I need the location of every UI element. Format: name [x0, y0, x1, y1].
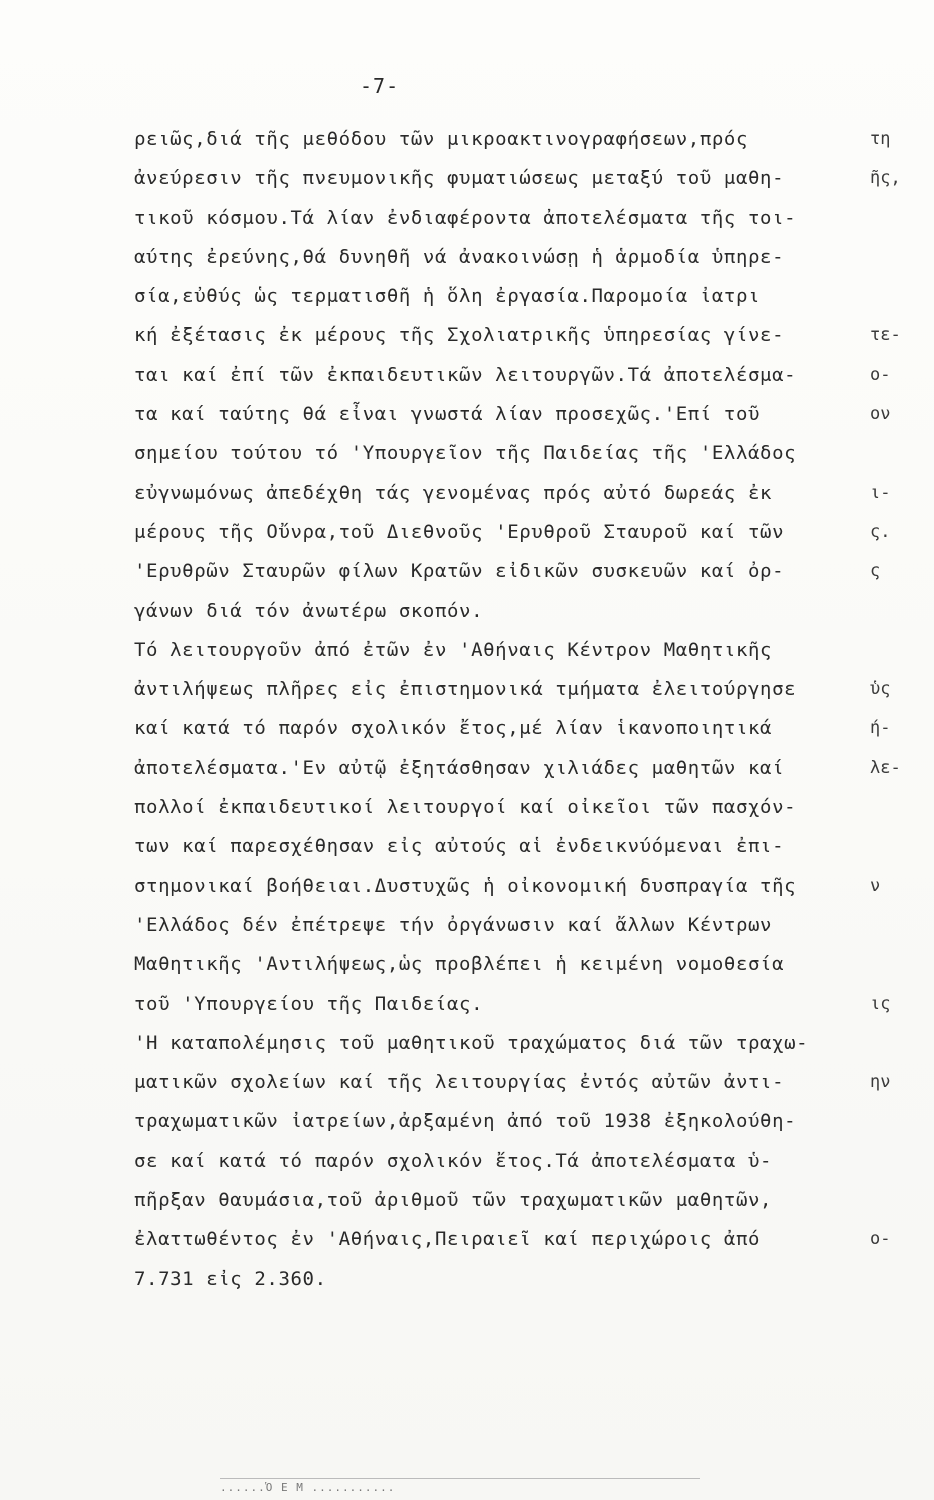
text-line: σία,εὐθύς ὡς τερματισθῆ ἡ ὅλη ἐργασία.Παρομοία ἰατρι: [134, 285, 761, 308]
text-line: ρειῶς,διά τῆς μεθόδου τῶν μικροακτινογραφήσεων,πρός: [134, 128, 748, 150]
text-line: τα καί ταύτης θά εἶναι γνωστά λίαν προσεχῶς.'Επί τοῦ: [134, 403, 761, 426]
text-line: των καί παρεσχέθησαν εἰς αὐτούς αἱ ἐνδεικνύόμεναι ἐπι-: [134, 835, 785, 858]
text-line: ἐλαττωθέντος ἐν 'Αθήναις,Πειραιεῖ καί περιχώροις ἀπό: [134, 1228, 761, 1251]
margin-fragment: ο-: [870, 364, 891, 385]
text-line: Τό λειτουργοῦν ἀπό ἐτῶν ἐν 'Αθήναις Κέντρον Μαθητικῆς: [134, 638, 773, 661]
margin-fragment: ῆς,: [870, 168, 901, 189]
text-line: σε καί κατά τό παρόν σχολικόν ἔτος.Τά ἀποτελέσματα ὑ-: [134, 1149, 773, 1172]
cut-off-margin-text: [870, 120, 934, 1299]
text-line: 7.731 εἰς 2.360.: [134, 1267, 327, 1290]
text-line: σημείου τούτου τό 'Υπουργεῖον τῆς Παιδείας τῆς 'Ελλάδος: [134, 442, 797, 465]
margin-fragment: [870, 1181, 934, 1220]
margin-fragment: ον: [870, 404, 891, 425]
margin-fragment: ι-: [870, 482, 891, 503]
text-line: τοῦ 'Υπουργείου τῆς Παιδείας.: [134, 992, 484, 1015]
text-line: αύτης ἐρεύνης,θά δυνηθῆ νά ἀνακοινώσῃ ἡ ἁρμοδία ὑπηρε-: [134, 245, 785, 268]
margin-fragment: [870, 592, 934, 631]
text-line: πολλοί ἐκπαιδευτικοί λειτουργοί καί οἰκεῖοι τῶν πασχόν-: [134, 796, 797, 819]
text-line: 'Η καταπολέμησις τοῦ μαθητικοῦ τραχώματος διά τῶν τραχω-: [134, 1031, 809, 1054]
text-line: ἀνεύρεσιν τῆς πνευμονικῆς φυματιώσεως μεταξύ τοῦ μαθη-: [134, 167, 785, 190]
text-line: τραχωματικῶν ἰατρείων,ἀρξαμένη ἀπό τοῦ 1938 ἐξηκολούθη-: [134, 1110, 797, 1133]
text-line: ματικῶν σχολείων καί τῆς λειτουργίας ἐντός αὐτῶν ἀντι-: [134, 1071, 785, 1094]
text-line: 'Ελλάδος δέν ἐπέτρεψε τήν ὀργάνωσιν καί ἄλλων Κέντρων: [134, 913, 773, 936]
text-line: ἀποτελέσματα.'Εν αὐτῷ ἐξητάσθησαν χιλιάδες μαθητῶν καί: [134, 756, 785, 779]
text-line: καί κατά τό παρόν σχολικόν ἔτος,μέ λίαν ἱκανοποιητικά: [134, 717, 773, 740]
text-line: εὐγνωμόνως ἀπεδέχθη τάς γενομένας πρός αὐτό δωρεάς ἐκ: [134, 481, 773, 504]
text-line: τικοῦ κόσμου.Τά λίαν ἐνδιαφέροντα ἀποτελέσματα τῆς τοι-: [134, 206, 797, 229]
text-line: κή ἐξέτασις ἐκ μέρους τῆς Σχολιατρικῆς ὑπηρεσίας γίνε-: [134, 324, 785, 347]
footer-strip: ......Ὁ Ε Μ ...........: [220, 1478, 700, 1494]
text-line: γάνων διά τόν ἀνωτέρω σκοπόν.: [134, 599, 484, 622]
page-number: -7-: [360, 74, 400, 98]
text-line: στημονικαί βοήθειαι.Δυστυχῶς ἡ οἰκονομική δυσπραγία τῆς: [134, 874, 797, 897]
margin-fragment: [870, 1102, 934, 1141]
margin-fragment: [870, 238, 934, 277]
body-text: [134, 120, 864, 1299]
margin-fragment: ην: [870, 1072, 891, 1093]
margin-fragment: ή-: [870, 718, 891, 739]
margin-fragment: [870, 1260, 934, 1299]
margin-fragment: [870, 199, 934, 238]
margin-fragment: [870, 1024, 934, 1063]
margin-fragment: [870, 434, 934, 473]
text-line: ται καί ἐπί τῶν ἐκπαιδευτικῶν λειτουργῶν.Τά ἀποτελέσμα-: [134, 363, 797, 386]
margin-fragment: λε-: [870, 757, 901, 778]
text-line: μέρους τῆς Οὔνρα,τοῦ Διεθνοῦς 'Ερυθροῦ Σταυροῦ καί τῶν: [134, 520, 785, 543]
margin-fragment: [870, 827, 934, 866]
margin-fragment: ς: [870, 561, 881, 582]
margin-fragment: ς.: [870, 521, 891, 542]
text-line: Μαθητικῆς 'Αντιλήψεως,ὡς προβλέπει ἡ κειμένη νομοθεσία: [134, 953, 785, 976]
margin-fragment: ο-: [870, 1229, 891, 1250]
margin-fragment: [870, 945, 934, 984]
margin-fragment: [870, 277, 934, 316]
margin-fragment: [870, 906, 934, 945]
margin-fragment: ις: [870, 993, 891, 1014]
text-line: 'Ερυθρῶν Σταυρῶν φίλων Κρατῶν εἰδικῶν συσκευῶν καί ὀρ-: [134, 560, 785, 583]
margin-fragment: ὑς: [870, 679, 891, 700]
margin-fragment: [870, 1142, 934, 1181]
margin-fragment: [870, 631, 934, 670]
margin-fragment: ν: [870, 875, 881, 896]
text-line: ἀντιλήψεως πλῆρες εἰς ἐπιστημονικά τμήματα ἐλειτούργησε: [134, 678, 797, 701]
margin-fragment: [870, 788, 934, 827]
margin-fragment: τη: [870, 129, 891, 149]
margin-fragment: τε-: [870, 325, 901, 346]
text-line: πῆρξαν θαυμάσια,τοῦ ἀριθμοῦ τῶν τραχωματικῶν μαθητῶν,: [134, 1189, 773, 1212]
